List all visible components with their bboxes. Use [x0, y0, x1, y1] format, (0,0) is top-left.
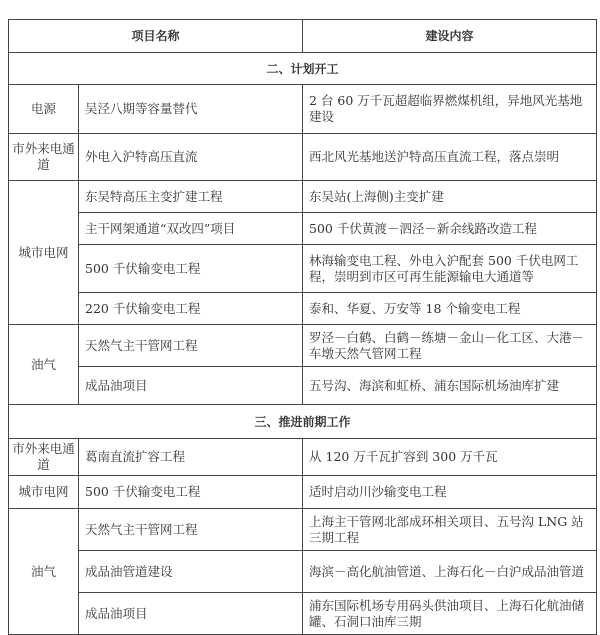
- construction-content-cell: 西北风光基地送沪特高压直流工程，落点崇明: [303, 134, 597, 181]
- table-header-row: [9, 20, 597, 53]
- table-row: [9, 476, 597, 509]
- construction-content-cell: 上海主干管网北部成环相关项目、五号沟 LNG 站三期工程: [303, 509, 597, 551]
- category-cell: 电源: [9, 85, 79, 134]
- project-name-cell: 东吴特高压主变扩建工程: [79, 181, 303, 213]
- construction-content-cell: 从 120 万千瓦扩容到 300 万千瓦: [303, 439, 597, 476]
- project-name-cell: 吴泾八期等容量替代: [79, 85, 303, 134]
- construction-content-cell: 泰和、华夏、万安等 18 个输变电工程: [303, 293, 597, 325]
- table-row: [9, 551, 597, 593]
- construction-content-cell: 海滨－高化航油管道、上海石化－白沪成品油管道: [303, 551, 597, 593]
- table-row: [9, 85, 597, 134]
- construction-content-cell: 林海输变电工程、外电入沪配套 500 千伏电网工程，崇明到市区可再生能源输电大通道等: [303, 245, 597, 293]
- project-name-cell: 220 千伏输变电工程: [79, 293, 303, 325]
- header-construction-content: 建设内容: [303, 20, 597, 53]
- category-cell: 城市电网: [9, 476, 79, 509]
- construction-content-cell: 罗泾－白鹤、白鹤－练塘－金山－化工区、大港－车墩天然气管网工程: [303, 325, 597, 367]
- category-cell: 市外来电通道: [9, 439, 79, 476]
- table-row: [9, 509, 597, 551]
- table-row: [9, 134, 597, 181]
- project-table: [8, 19, 597, 635]
- table-row: [9, 181, 597, 213]
- category-cell: 油气: [9, 325, 79, 405]
- table-row: [9, 367, 597, 405]
- header-project-name: 项目名称: [9, 20, 303, 53]
- section-row: [9, 405, 597, 439]
- table-row: [9, 593, 597, 635]
- category-cell: 油气: [9, 509, 79, 635]
- project-name-cell: 天然气主干管网工程: [79, 509, 303, 551]
- project-name-cell: 成品油项目: [79, 367, 303, 405]
- construction-content-cell: 2 台 60 万千瓦超超临界燃煤机组，异地风光基地建设: [303, 85, 597, 134]
- project-name-cell: 500 千伏输变电工程: [79, 476, 303, 509]
- table-row: [9, 245, 597, 293]
- category-cell: 城市电网: [9, 181, 79, 325]
- section-title: 二、计划开工: [9, 53, 597, 85]
- table-row: [9, 325, 597, 367]
- project-name-cell: 天然气主干管网工程: [79, 325, 303, 367]
- construction-content-cell: 浦东国际机场专用码头供油项目、上海石化航油储罐、石洞口油库三期: [303, 593, 597, 635]
- project-name-cell: 葛南直流扩容工程: [79, 439, 303, 476]
- project-name-cell: 500 千伏输变电工程: [79, 245, 303, 293]
- category-cell: 市外来电通道: [9, 134, 79, 181]
- construction-content-cell: 500 千伏黄渡－泗泾－新余线路改造工程: [303, 213, 597, 245]
- table-row: [9, 439, 597, 476]
- section-title: 三、推进前期工作: [9, 405, 597, 439]
- project-name-cell: 外电入沪特高压直流: [79, 134, 303, 181]
- table-row: [9, 213, 597, 245]
- construction-content-cell: 适时启动川沙输变电工程: [303, 476, 597, 509]
- project-name-cell: 成品油管道建设: [79, 551, 303, 593]
- project-name-cell: 主干网架通道“双改四”项目: [79, 213, 303, 245]
- table-row: [9, 293, 597, 325]
- project-name-cell: 成品油项目: [79, 593, 303, 635]
- section-row: [9, 53, 597, 85]
- construction-content-cell: 五号沟、海滨和虹桥、浦东国际机场油库扩建: [303, 367, 597, 405]
- construction-content-cell: 东吴站(上海侧)主变扩建: [303, 181, 597, 213]
